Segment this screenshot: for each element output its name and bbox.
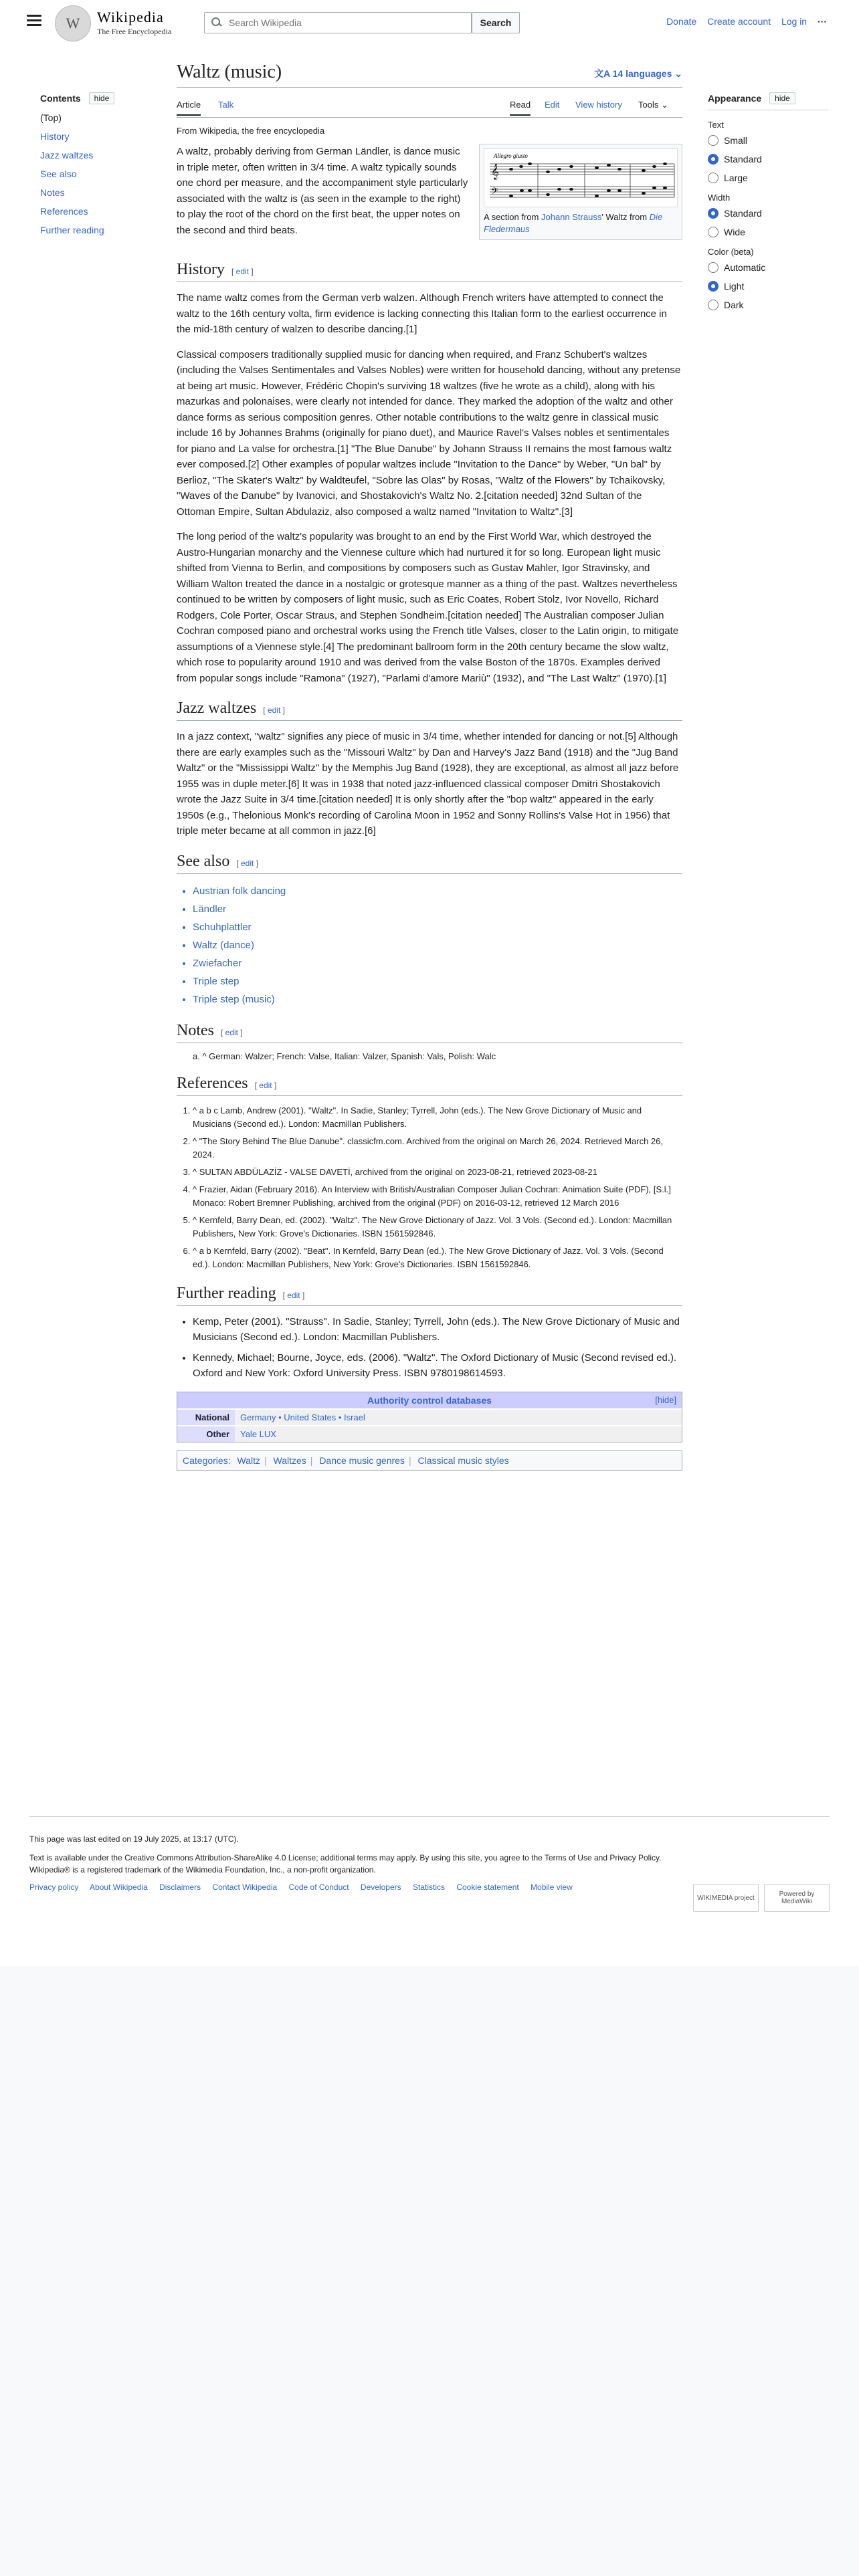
main-menu-icon[interactable] bbox=[27, 15, 41, 27]
footer-link[interactable]: Privacy policy bbox=[29, 1883, 79, 1892]
wikimedia-badge[interactable]: WIKIMEDIA project bbox=[693, 1884, 759, 1912]
category-separator: | bbox=[264, 1455, 267, 1466]
footer-link[interactable]: Code of Conduct bbox=[288, 1883, 349, 1892]
radio-button bbox=[708, 300, 719, 310]
see-also-item[interactable]: • Waltz (dance) bbox=[193, 936, 682, 954]
navbox-header bbox=[177, 1392, 682, 1408]
sheet-music-svg bbox=[484, 149, 678, 207]
caption-text-1: A section from bbox=[484, 212, 541, 222]
see-also-item[interactable]: • Zwiefacher bbox=[193, 954, 682, 972]
toc-item-notes[interactable]: Notes bbox=[40, 187, 65, 198]
language-count: 14 languages bbox=[612, 68, 672, 79]
article-content bbox=[177, 62, 682, 1471]
footer-link[interactable]: Statistics bbox=[412, 1883, 445, 1892]
see-also-list bbox=[177, 882, 682, 1008]
see-also-item[interactable]: • Schuhplattler bbox=[193, 918, 682, 936]
navbox-row-national bbox=[177, 1408, 682, 1425]
section-heading-further-reading bbox=[177, 1285, 682, 1306]
caption-link-die-fledermaus[interactable]: Die Fledermaus bbox=[484, 212, 663, 234]
reference-item: 1. ^ a b c Lamb, Andrew (2001). "Waltz". In Sadie, Stanley; Tyrrell, John (eds.). The New Grove Dictionary of Music and Musicians (Second ed.). London: Macmillan Publishers. bbox=[193, 1104, 682, 1131]
radio-label: Standard bbox=[724, 208, 762, 219]
tab-read[interactable]: Read bbox=[510, 100, 531, 116]
toc-item-see-also[interactable]: See also bbox=[40, 169, 77, 179]
footer-link[interactable]: About Wikipedia bbox=[90, 1883, 148, 1892]
navbox-row-other bbox=[177, 1425, 682, 1442]
references-list bbox=[177, 1104, 682, 1271]
wordmark-title: Wikipedia bbox=[97, 9, 164, 25]
toc-item-history[interactable]: History bbox=[40, 131, 70, 142]
radio-button-selected bbox=[708, 281, 719, 292]
language-selector[interactable] bbox=[594, 67, 682, 80]
edit-notes-label: edit bbox=[225, 1027, 239, 1037]
note-a: a. ^ German: Walzer; French: Valse, Italian: Valzer, Spanish: Vals, Polish: Walc bbox=[193, 1051, 496, 1061]
navbox-hide-link[interactable]: [hide] bbox=[655, 1394, 676, 1405]
edit-further-link[interactable]: [ edit ] bbox=[282, 1290, 305, 1300]
toc-title: Contents bbox=[40, 93, 81, 104]
radio-label: Automatic bbox=[724, 262, 766, 273]
toc-hide-button[interactable]: hide bbox=[89, 92, 115, 104]
radio-width-wide[interactable] bbox=[708, 227, 828, 237]
radio-color-dark[interactable] bbox=[708, 300, 828, 310]
tab-talk[interactable]: Talk bbox=[218, 100, 234, 110]
radio-text-large[interactable] bbox=[708, 173, 828, 183]
wordmark[interactable] bbox=[97, 9, 171, 37]
navbox-label-national: National bbox=[177, 1410, 235, 1425]
edit-notes-link[interactable]: [ edit ] bbox=[221, 1027, 243, 1037]
tab-article[interactable]: Article bbox=[177, 100, 201, 116]
navbox-label-other: Other bbox=[177, 1426, 235, 1442]
mediawiki-badge[interactable]: Powered by MediaWiki bbox=[764, 1884, 830, 1912]
search-box bbox=[204, 12, 472, 33]
category-link[interactable]: Waltzes bbox=[273, 1455, 306, 1466]
radio-color-automatic[interactable] bbox=[708, 262, 828, 273]
categories-label[interactable]: Categories: bbox=[183, 1455, 231, 1466]
radio-text-small[interactable] bbox=[708, 135, 828, 146]
page-tabs bbox=[177, 93, 682, 118]
section-heading-jazz-waltzes bbox=[177, 700, 682, 721]
see-also-item[interactable]: • Ländler bbox=[193, 900, 682, 918]
appearance-panel bbox=[708, 92, 828, 318]
tools-label: Tools bbox=[638, 100, 659, 110]
edit-history-label: edit bbox=[235, 267, 250, 276]
license-text: Text is available under the Creative Commons Attribution-ShareAlike 4.0 License; additional terms may apply. By using this site, you agree to the Terms of Use and Privacy Policy. Wikipedia® is a registered trademark of the Wikimedia Foundation, Inc., a non-profit organization. bbox=[29, 1853, 662, 1874]
figure-caption bbox=[484, 211, 678, 235]
jazz-paragraph: In a jazz context, "waltz" signifies any piece of music in 3/4 time, whether intended for dancing or not.[5] Although there are early examples such as the "Missouri Waltz" by Dan and Harvey's Jazz Band (1918) and the "Jug Band Waltz" or the "Mississippi Waltz" by the Memphis Jug Band (1928), they are exceptional, as almost all jazz before 1955 was in duple meter.[6] It was in 1938 that noted jazz-influenced classical composer Dmitri Shostakovich wrote the Jazz Suite in 3/4 time.[citation needed] It is only shortly after the "bop waltz" appeared in the early 1950s (e.g., Thelonious Monk's recording of Carolina Moon in 1952 and Sonny Rollins's Valse Hot in 1956) that triple meter became at all common in jazz.[6] bbox=[177, 731, 679, 837]
footer-link[interactable]: Developers bbox=[360, 1883, 401, 1892]
radio-text-standard[interactable] bbox=[708, 154, 828, 165]
section-heading-history bbox=[177, 261, 682, 282]
see-also-item[interactable]: • Triple step bbox=[193, 972, 682, 990]
width-label: Width bbox=[708, 193, 731, 203]
section-heading-see-also bbox=[177, 853, 682, 874]
see-also-item[interactable]: • Austrian folk dancing bbox=[193, 882, 682, 900]
text-size-label: Text bbox=[708, 120, 724, 130]
footer-link[interactable]: Contact Wikipedia bbox=[212, 1883, 278, 1892]
footer-link[interactable]: Cookie statement bbox=[456, 1883, 519, 1892]
history-paragraph-2: Classical composers traditionally supplied music for dancing when required, and Franz Schubert's waltzes (including the Valses Sentimentales and Valses Nobles) were written for household dancing, without any pretense at being art music. However, Frédéric Chopin's surviving 18 waltzes (five he wrote as a child), along with his mazurkas and polonaises, were clearly not intended for dance. They marked the adoption of the waltz and other dance forms as serious composition genres. Other notable contributions to the waltz genre in classical music include 16 by Johannes Brahms (originally for piano duet), and Maurice Ravel's Valses nobles et sentimentales for piano and La valse for orchestra.[1] "The Blue Danube" by Johann Strauss II remains the most famous waltz ever composed.[2] Other examples of popular waltzes include "Invitation to the Dance" by Weber, "Un bal" by Berlioz, "The Skater's Waltz" by Waldteufel, "Sobre las Olas" by Rosas, "Waltz of the Flowers" by Tchaikovsky, "Waves of the Danube" by Ivanovici, and Shostakovich's Waltz No. 2.[citation needed] 32nd Sultan of the Ottoman Empire, Sultan Abdulaziz, also composed a waltz named "Invitation to Waltz".[3] bbox=[177, 348, 681, 518]
section-heading-references bbox=[177, 1075, 682, 1096]
edit-references-link[interactable]: [ edit ] bbox=[254, 1080, 277, 1090]
personal-tools bbox=[658, 16, 827, 27]
site-sub: From Wikipedia, the free encyclopedia bbox=[177, 126, 325, 136]
radio-label: Small bbox=[724, 135, 748, 146]
navbox-national-links[interactable]: Germany • United States • Israel bbox=[235, 1410, 682, 1425]
radio-button-selected bbox=[708, 154, 719, 165]
radio-button bbox=[708, 173, 719, 183]
search-input[interactable] bbox=[227, 17, 431, 29]
edit-jazz-label: edit bbox=[267, 706, 281, 715]
navbox-other-links[interactable]: Yale LUX bbox=[235, 1426, 682, 1442]
search-button[interactable]: Search bbox=[472, 12, 520, 33]
caption-link-johann-strauss[interactable]: Johann Strauss bbox=[541, 212, 602, 222]
create-account-link[interactable]: Create account bbox=[707, 16, 771, 27]
category-separator: | bbox=[408, 1455, 411, 1466]
radio-label: Light bbox=[724, 281, 745, 292]
see-also-heading-text: See also bbox=[177, 852, 230, 870]
category-separator: | bbox=[310, 1455, 313, 1466]
tab-edit[interactable]: Edit bbox=[545, 100, 560, 110]
appearance-title: Appearance bbox=[708, 93, 762, 104]
radio-label: Standard bbox=[724, 154, 762, 165]
wikipedia-globe-logo[interactable]: W bbox=[55, 5, 91, 41]
footer-badges bbox=[688, 1884, 830, 1912]
further-reading-list bbox=[177, 1314, 682, 1381]
toc-item-top[interactable]: (Top) bbox=[40, 112, 62, 123]
edit-jazz-link[interactable]: [ edit ] bbox=[263, 706, 285, 715]
footer-link[interactable]: Mobile view bbox=[531, 1883, 573, 1892]
edit-see-also-link[interactable]: [ edit ] bbox=[236, 858, 259, 868]
sheet-music-image[interactable] bbox=[484, 148, 678, 207]
footer-link[interactable]: Disclaimers bbox=[159, 1883, 201, 1892]
history-paragraph-1: The name waltz comes from the German verb walzen. Although French writers have attempted to connect the waltz to the 16th century volta, firm evidence is lacking connecting this Italian form to the earliest occurrence in the mid-18th century of walzen to describe dancing.[1] bbox=[177, 292, 667, 335]
page-footer bbox=[29, 1816, 830, 1905]
page-title: Waltz (music) bbox=[177, 62, 682, 88]
table-of-contents bbox=[40, 92, 140, 243]
login-link[interactable]: Log in bbox=[781, 16, 807, 27]
site-header bbox=[0, 0, 859, 43]
radio-label: Large bbox=[724, 173, 748, 183]
radio-button bbox=[708, 227, 719, 237]
navbox-title[interactable]: Authority control databases bbox=[367, 1394, 492, 1406]
color-label: Color (beta) bbox=[708, 247, 754, 257]
edit-see-also-label: edit bbox=[240, 858, 254, 868]
reference-item: 6. ^ a b Kernfeld, Barry (2002). "Beat". In Kernfeld, Barry Dean (ed.). The New Grove Dictionary of Jazz. Vol. 3 Vols. (Second ed.). London: Macmillan Publishers, New York: Grove's Dictionaries. ISBN 1561592846. bbox=[193, 1245, 682, 1271]
donate-link[interactable]: Donate bbox=[666, 16, 697, 27]
authority-control-navbox bbox=[177, 1392, 682, 1442]
see-also-item[interactable]: • Triple step (music) bbox=[193, 990, 682, 1008]
further-reading-item: • Kemp, Peter (2001). "Strauss". In Sadie, Stanley; Tyrrell, John (eds.). The New Grove Dictionary of Music and Musicians (Second ed.). London: Macmillan Publishers. bbox=[193, 1314, 682, 1345]
category-link[interactable]: Waltz bbox=[237, 1455, 260, 1466]
reference-item: 2. ^ "The Story Behind The Blue Danube". classicfm.com. Archived from the original on March 26, 2024. Retrieved March 26, 2024. bbox=[193, 1135, 682, 1162]
bass-clef-icon: 𝄢 bbox=[491, 186, 498, 199]
history-paragraph-3: The long period of the waltz's popularity was brought to an end by the First World War, which destroyed the Austro-Hungarian monarchy and the Viennese culture which had nurtured it for so long. European light music shifted from Vienna to Berlin, and compositions by composers such as Gustav Mahler, Igor Stravinsky, and William Walton treated the dance in a nostalgic or grotesque manner as a thing of the past. Waltzes nevertheless continued to be written by composers of light music, such as Eric Coates, Robert Stolz, Ivor Novello, Richard Rodgers, Cole Porter, Oscar Straus, and Stephen Sondheim.[citation needed] The Australian composer Julian Cochran composed piano and orchestral works using the French title Valses, closer to the Latin origin, to mitigate assumptions of a Viennese style.[4] The predominant ballroom form in the 20th century became the slow waltz, which rose to popularity around 1910 and was derived from the valse Boston of the 1870s. Examples derived from popular songs include "Ramona" (1927), "Parlami d'amore Mariù" (1932), and "The Last Waltz" (1970).[1] bbox=[177, 531, 679, 684]
category-link[interactable]: Classical music styles bbox=[417, 1455, 509, 1466]
section-heading-notes bbox=[177, 1022, 682, 1043]
edit-further-label: edit bbox=[287, 1290, 300, 1300]
jazz-heading-text: Jazz waltzes bbox=[177, 700, 257, 717]
radio-color-light[interactable] bbox=[708, 281, 828, 292]
further-heading-text: Further reading bbox=[177, 1284, 276, 1302]
toc-item-jazz-waltzes[interactable]: Jazz waltzes bbox=[40, 150, 94, 160]
references-heading-text: References bbox=[177, 1074, 248, 1092]
tab-view-history[interactable]: View history bbox=[575, 100, 622, 110]
reference-item: 3. ^ SULTAN ABDÜLAZİZ - VALSE DAVETİ, archived from the original on 2023-08-21, retrieved 2023-08-21 bbox=[193, 1166, 682, 1179]
toc-item-further-reading[interactable]: Further reading bbox=[40, 225, 104, 235]
category-link[interactable]: Dance music genres bbox=[319, 1455, 405, 1466]
translate-icon: 文A bbox=[594, 68, 613, 79]
music-figure bbox=[479, 144, 682, 240]
intro-paragraph: A waltz, probably deriving from German Ländler, is dance music in triple meter, often written in 3/4 time. A waltz typically sounds one chord per measure, and the accompaniment style particularly associated with the waltz is (as seen in the example to the right) to play the root of the chord on the first beat, the upper notes on the second and third beats. bbox=[177, 146, 468, 236]
further-reading-item: • Kennedy, Michael; Bourne, Joyce, eds. (2006). "Waltz". The Oxford Dictionary of Music (Second revised ed.). Oxford and New York: Oxford University Press. ISBN 9780198614593. bbox=[193, 1350, 682, 1381]
search-icon bbox=[211, 17, 222, 28]
radio-button bbox=[708, 262, 719, 273]
wordmark-tagline: The Free Encyclopedia bbox=[97, 27, 172, 36]
reference-item: 5. ^ Kernfeld, Barry Dean, ed. (2002). "Waltz". The New Grove Dictionary of Jazz. Vol. 3 Vols. (Second ed.). London: Macmillan Publishers, New York: Grove's Dictionaries. ISBN 1561592846. bbox=[193, 1214, 682, 1241]
radio-label: Dark bbox=[724, 300, 744, 310]
chevron-down-icon: ⌄ bbox=[658, 100, 668, 110]
category-links bbox=[177, 1451, 682, 1471]
radio-button-selected bbox=[708, 208, 719, 219]
edit-references-label: edit bbox=[259, 1080, 272, 1090]
reference-item: 4. ^ Frazier, Aidan (February 2016). An Interview with British/Australian Composer Julian Cochran: Animation Suite (PDF), [S.l.] Monaco: Robert Bremner Publishing, archived from the original (PDF) on 2016-03-12, retrieved 12 March 2016 bbox=[193, 1183, 682, 1210]
empty-lower-area bbox=[0, 1966, 859, 2576]
appearance-hide-button[interactable]: hide bbox=[769, 92, 795, 104]
tools-menu[interactable] bbox=[638, 100, 668, 110]
treble-clef-icon: 𝄞 bbox=[491, 163, 499, 179]
toc-item-references[interactable]: References bbox=[40, 206, 88, 217]
notes-heading-text: Notes bbox=[177, 1021, 214, 1039]
radio-label: Wide bbox=[724, 227, 745, 237]
edit-history-link[interactable]: [ edit ] bbox=[231, 267, 254, 276]
radio-width-standard[interactable] bbox=[708, 208, 828, 219]
last-edited: This page was last edited on 19 July 2025, at 13:17 (UTC). bbox=[29, 1834, 239, 1844]
more-options-icon[interactable]: ··· bbox=[818, 16, 827, 27]
tempo-marking: Allegro giusto bbox=[494, 152, 528, 159]
history-heading-text: History bbox=[177, 261, 225, 278]
caption-text-2: ' Waltz from bbox=[601, 212, 650, 222]
radio-button bbox=[708, 135, 719, 146]
chevron-down-icon: ⌄ bbox=[672, 68, 682, 79]
